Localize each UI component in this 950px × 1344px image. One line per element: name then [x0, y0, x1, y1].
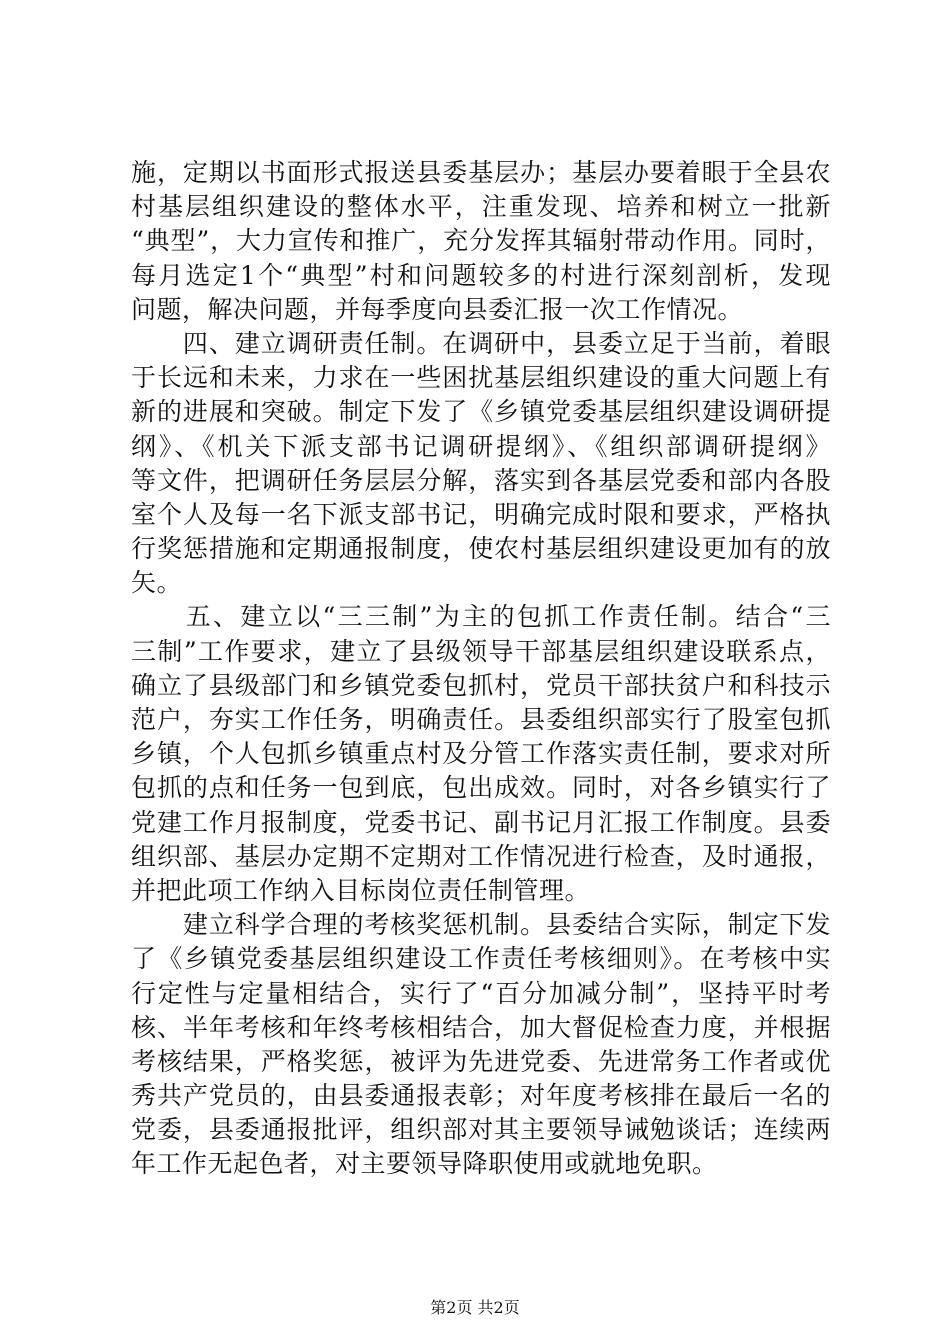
text-line: 纲》、《机关下派支部书记调研提纲》、《组织部调研提纲》 [131, 431, 831, 461]
text-line: 了《乡镇党委基层组织建设工作责任考核细则》。在考核中实 [131, 944, 831, 974]
text-line: 组织部、基层办定期不定期对工作情况进行检查，及时通报， [131, 841, 831, 871]
text-line: 五、建立以“三三制”为主的包抓工作责任制。结合“三 [131, 602, 831, 632]
text-line: 考核结果，严格奖惩，被评为先进党委、先进常务工作者或优 [131, 1046, 831, 1076]
text-line: 村基层组织建设的整体水平，注重发现、培养和树立一批新 [131, 192, 831, 222]
text-line: 包抓的点和任务一包到底，包出成效。同时，对各乡镇实行了 [131, 773, 831, 803]
text-line: 核、半年考核和年终考核相结合，加大督促检查力度，并根据 [131, 1012, 831, 1042]
text-line: 党委，县委通报批评，组织部对其主要领导诫勉谈话；连续两 [131, 1115, 831, 1145]
text-line: 行奖惩措施和定期通报制度，使农村基层组织建设更加有的放 [131, 534, 831, 564]
text-line: 矢。 [131, 568, 183, 598]
text-line: 问题，解决问题，并每季度向县委汇报一次工作情况。 [131, 294, 744, 324]
text-line: 于长远和未来，力求在一些困扰基层组织建设的重大问题上有 [131, 363, 831, 393]
text-line: “典型”，大力宣传和推广，充分发挥其辐射带动作用。同时， [131, 226, 831, 256]
text-line: 年工作无起色者，对主要领导降职使用或就地免职。 [131, 1149, 718, 1179]
text-line: 四、建立调研责任制。在调研中，县委立足于当前，着眼 [131, 328, 831, 358]
text-line: 建立科学合理的考核奖惩机制。县委结合实际，制定下发 [131, 910, 831, 940]
text-line: 党建工作月报制度，党委书记、副书记月汇报工作制度。县委 [131, 807, 831, 837]
text-line: 等文件，把调研任务层层分解，落实到各基层党委和部内各股 [131, 465, 831, 495]
text-line: 每月选定1个“典型”村和问题较多的村进行深刻剖析，发现 [131, 260, 831, 290]
text-line: 行定性与定量相结合，实行了“百分加减分制”，坚持平时考 [131, 978, 831, 1008]
document-body [131, 156, 831, 1182]
page-footer: 第2页 共2页 [430, 1298, 520, 1317]
text-line: 范户，夯实工作任务，明确责任。县委组织部实行了股室包抓 [131, 705, 831, 734]
text-line: 并把此项工作纳入目标岗位责任制管理。 [131, 875, 591, 905]
text-line: 秀共产党员的，由县委通报表彰；对年度考核排在最后一名的 [131, 1081, 831, 1111]
text-line: 确立了县级部门和乡镇党委包抓村，党员干部扶贫户和科技示 [131, 670, 831, 700]
text-line: 新的进展和突破。制定下发了《乡镇党委基层组织建设调研提 [131, 397, 831, 427]
text-line: 施，定期以书面形式报送县委基层办；基层办要着眼于全县农 [131, 158, 831, 187]
text-line: 室个人及每一名下派支部书记，明确完成时限和要求，严格执 [131, 499, 831, 529]
text-line: 三制”工作要求，建立了县级领导干部基层组织建设联系点， [131, 636, 831, 666]
text-line: 乡镇，个人包抓乡镇重点村及分管工作落实责任制，要求对所 [131, 739, 831, 769]
